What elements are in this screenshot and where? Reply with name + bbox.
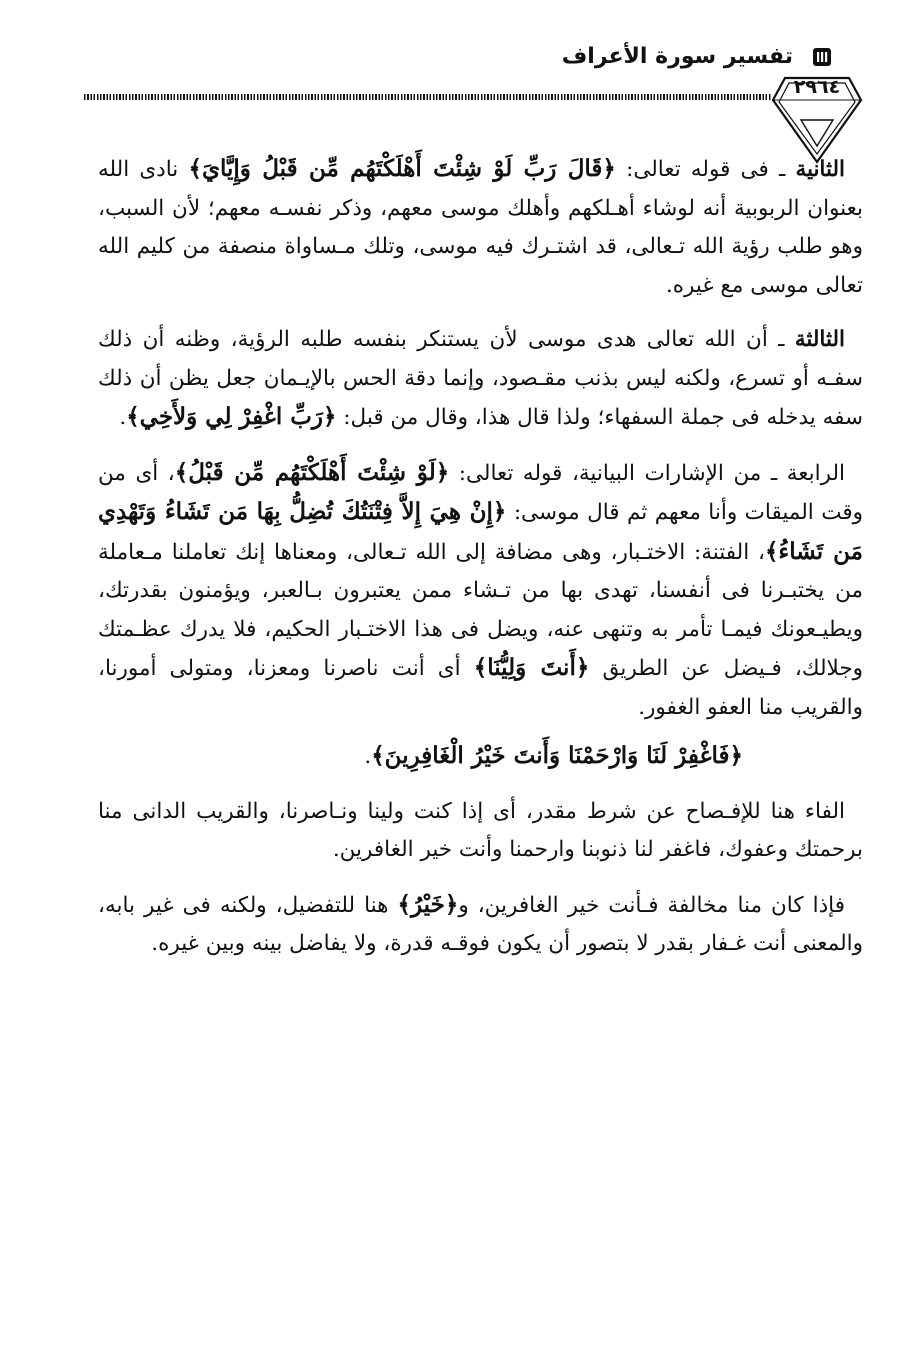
running-title: تفسير سورة الأعراف <box>561 44 793 69</box>
body-text: . <box>364 744 372 769</box>
quran-quote: ﴿أَنتَ وَلِيُّنَا﴾ <box>473 654 590 681</box>
body-text: نادى الله بعنوان الربوبية أنه لوشاء أهـلكهم وأهلك موسى معهم، وذكر نفسـه معهم؛ لأن السبب، وهو طلب رؤية الله تـعالى، قد اشتـرك فيه موسى، وتلك مـساواة منصفة من كليم الله تعالى موسى مع غيره. <box>98 157 863 298</box>
quran-quote: ﴿خَيْرُ﴾ <box>397 890 459 918</box>
verse-line <box>98 737 863 777</box>
quran-quote: ﴿لَوْ شِئْتَ أَهْلَكْتَهُم مِّن قَبْلُ﴾ <box>174 458 450 486</box>
point-heading: الثالثة <box>794 327 845 352</box>
body-text: الفاء هنا للإفـصاح عن شرط مقدر، أى إذا كنت ولينا ونـاصرنا، والقريب الدانى منا برحمتك وعفوك، فاغفر لنا ذنوبنا وارحمنا وأنت خير الغافرين. <box>98 798 863 862</box>
body-text: ـ من الإشارات البيانية، قوله تعالى: <box>449 460 787 486</box>
body-text: ، أى من وقت الميقات وأنا معهم ثم قال موسى: <box>98 460 863 525</box>
quran-quote: ﴿قَالَ رَبِّ لَوْ شِئْتَ أَهْلَكْتَهُم مِّن قَبْلُ وَإِيَّايَ﴾ <box>188 155 616 182</box>
paragraph-fourth-point <box>98 454 863 728</box>
ornament-icon <box>811 46 833 68</box>
paragraph-second-point <box>98 150 863 305</box>
quran-quote: ﴿رَبِّ اغْفِرْ لِي وَلأَخِي﴾ <box>126 403 337 430</box>
body-text: ، الفتنة: الاختـبار، وهى مضافة إلى الله تـعالى، ومعناها إنك تعاملنا مـعاملة من يختبـرنا فى أنفسنا، تهدى بها من تـشاء ممن يعتبرون بـالعبر، ويؤمنون بقدرتك، ويطيـعونك فيمـا تأمر به وتنهى عنه، ويضل فى هذا الاختـبار الحكيم، فلا يدرك عظـمتك وجلالك، فـيضل عن الطريق <box>98 539 864 681</box>
body-text: . <box>119 405 127 430</box>
body-text: فإذا كان منا مخالفة فـأنت خير الغافرين، و <box>458 892 845 918</box>
paragraph-commentary-2 <box>98 886 863 964</box>
paragraph-third-point <box>98 321 863 438</box>
body-text: ـ فى قوله تعالى: <box>615 157 796 182</box>
point-heading: الرابعة <box>786 460 845 486</box>
paragraph-commentary <box>98 793 863 870</box>
quran-quote: ﴿فَاغْفِرْ لَنَا وَارْحَمْنَا وَأَنتَ خَيْرُ الْغَافِرِينَ﴾ <box>371 742 743 769</box>
page-body <box>98 150 863 980</box>
quran-quote: ﴿إِنْ هِيَ إِلاَّ فِتْنَتُكَ تُضِلُّ بِهَا مَن تَشَاءُ وَتَهْدِي مَن تَشَاءُ﴾ <box>98 498 863 565</box>
page-header <box>84 30 863 140</box>
body-text: ـ أن الله تعالى هدى موسى لأن يستنكر بنفسه طلبه الرؤية، وظنه أن ذلك سفـه أو تسرع، ولكنه ليس بذنب مقـصود، وإنما دقة الحس بالإيـمان جعل يظن أن ذلك سفه يدخله فى جملة السفهاء؛ ولذا قال هذا، وقال من قبل: <box>98 327 863 430</box>
point-heading: الثانية <box>795 157 845 182</box>
header-rule <box>84 94 771 100</box>
body-text: أى أنت ناصرنا ومعزنا، ومتولى أمورنا، والقريب منا العفو الغفور. <box>98 656 863 720</box>
page-number: ٢٩٦٤ <box>793 76 841 98</box>
body-text: هنا للتفضيل، ولكنه فى غير بابه، والمعنى أنت غـفار بقدر لا بتصور أن يكون فوقـه قدرة، ولا يفاضل بينه وبين غيره. <box>98 892 863 956</box>
